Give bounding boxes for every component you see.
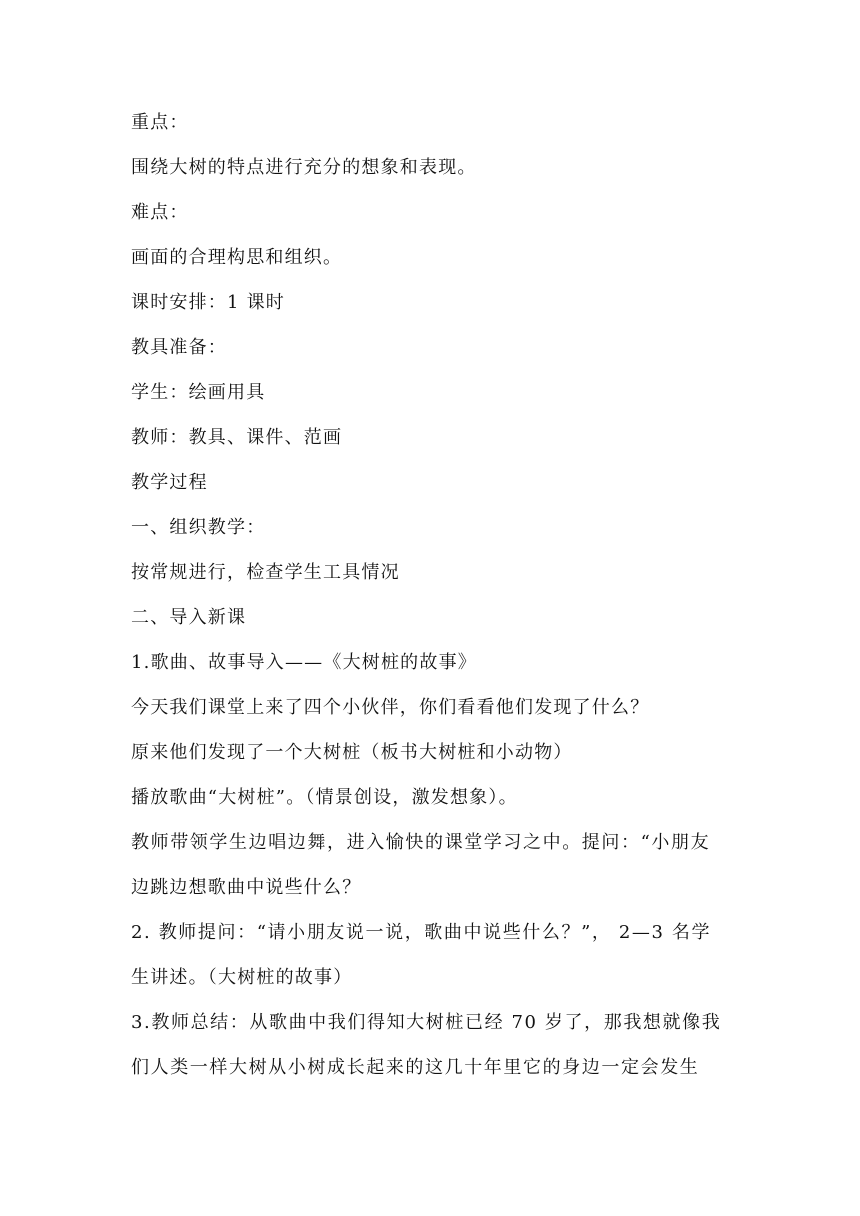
document-body [131, 112, 741, 1102]
heading-key-points: 重点： [131, 112, 189, 133]
step-2-line-1: 2. 教师提问：“请小朋友说一说，歌曲中说些什么？”， 2—3 名学 [131, 922, 712, 943]
teacher-materials: 教师：教具、课件、范画 [131, 427, 343, 448]
step-3-line-1: 3.教师总结：从歌曲中我们得知大树桩已经 70 岁了，那我想就像我 [131, 1012, 722, 1033]
step-1-paragraph-4-line-2: 边跳边想歌曲中说些什么？ [131, 877, 362, 898]
heading-teaching-process: 教学过程 [131, 472, 208, 493]
organize-teaching-text: 按常规进行，检查学生工具情况 [131, 562, 400, 583]
step-1-paragraph-3: 播放歌曲“大树桩”。（情景创设，激发想象）。 [131, 787, 518, 808]
step-1-paragraph-1: 今天我们课堂上来了四个小伙伴，你们看看他们发现了什么？ [131, 697, 650, 718]
step-1-paragraph-4-line-1: 教师带领学生边唱边舞，进入愉快的课堂学习之中。提问：“小朋友 [131, 832, 711, 853]
key-points-text: 围绕大树的特点进行充分的想象和表现。 [131, 157, 477, 178]
step-2-line-2: 生讲述。（大树桩的故事） [131, 967, 353, 988]
section-organize-teaching: 一、组织教学： [131, 517, 266, 538]
heading-difficulties: 难点： [131, 202, 189, 223]
step-3-line-2: 们人类一样大树从小树成长起来的这几十年里它的身边一定会发生 [131, 1057, 700, 1078]
section-new-lesson: 二、导入新课 [131, 607, 247, 628]
heading-teaching-aids: 教具准备： [131, 337, 227, 358]
class-hours: 课时安排：1 课时 [131, 292, 285, 313]
step-1-paragraph-2: 原来他们发现了一个大树桩（板书大树桩和小动物） [131, 742, 573, 763]
step-1-title: 1.歌曲、故事导入——《大树桩的故事》 [131, 652, 477, 673]
difficulties-text: 画面的合理构思和组织。 [131, 247, 343, 268]
student-materials: 学生：绘画用具 [131, 382, 266, 403]
